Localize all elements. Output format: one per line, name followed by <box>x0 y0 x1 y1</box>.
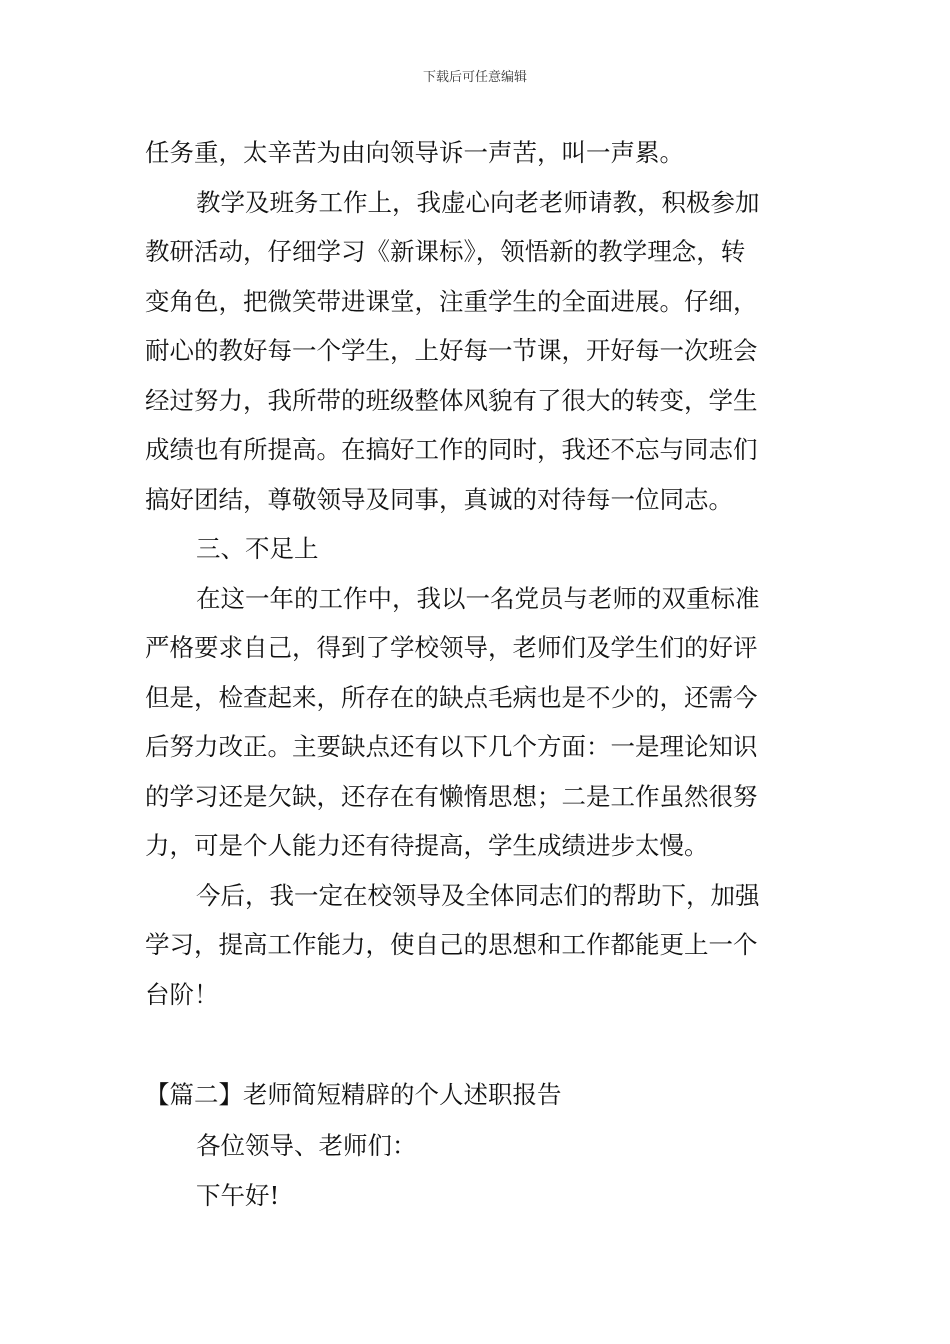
section-title: 【篇二】老师简短精辟的个人述职报告 <box>145 1080 562 1109</box>
closing-block <box>145 1121 810 1220</box>
salutation: 各位领导、老师们： <box>196 1131 417 1160</box>
text-line-15: 力，可是个人能力还有待提高，学生成绩进步太慢。 <box>145 831 709 860</box>
text-line-2: 教学及班务工作上，我虚心向老老师请教，积极参加 <box>196 187 760 217</box>
text-line-11: 严格要求自己，得到了学校领导，老师们及学生们的好评 <box>145 633 758 662</box>
greeting: 下午好! <box>196 1180 280 1210</box>
subheading-shortcomings: 三、不足上 <box>196 534 319 563</box>
text-line-12: 但是，检查起来，所存在的缺点毛病也是不少的，还需今 <box>145 682 758 712</box>
text-line-10: 在这一年的工作中，我以一名党员与老师的双重标准 <box>196 583 760 613</box>
text-line-8: 搞好团结，尊敬领导及同事，真诚的对待每一位同志。 <box>145 484 733 514</box>
text-line-7: 成绩也有所提高。在搞好工作的同时，我还不忘与同志们 <box>145 435 758 464</box>
text-line-14: 的学习还是欠缺，还存在有懒惰思想；二是工作虽然很努 <box>145 781 758 811</box>
header-note: 下载后可任意编辑 <box>422 70 527 85</box>
text-line-5: 耐心的教好每一个学生，上好每一节课，开好每一次班会 <box>145 336 758 365</box>
text-line-16: 今后，我一定在校领导及全体同志们的帮助下，加强 <box>196 880 760 910</box>
text-line-17: 学习，提高工作能力，使自己的思想和工作都能更上一个 <box>145 930 758 959</box>
document-body <box>145 128 810 1019</box>
text-line-13: 后努力改正。主要缺点还有以下几个方面：一是理论知识 <box>145 732 758 761</box>
text-line-6: 经过努力，我所带的班级整体风貌有了很大的转变，学生 <box>145 385 758 415</box>
text-line-4: 变角色，把微笑带进课堂，注重学生的全面进展。仔细， <box>145 286 758 316</box>
text-line-18: 台阶！ <box>145 979 219 1009</box>
text-line-3: 教研活动，仔细学习《新课标》，领悟新的教学理念，转 <box>145 237 746 266</box>
text-line-1: 任务重，太辛苦为由向领导诉一声苦，叫一声累。 <box>145 138 684 167</box>
